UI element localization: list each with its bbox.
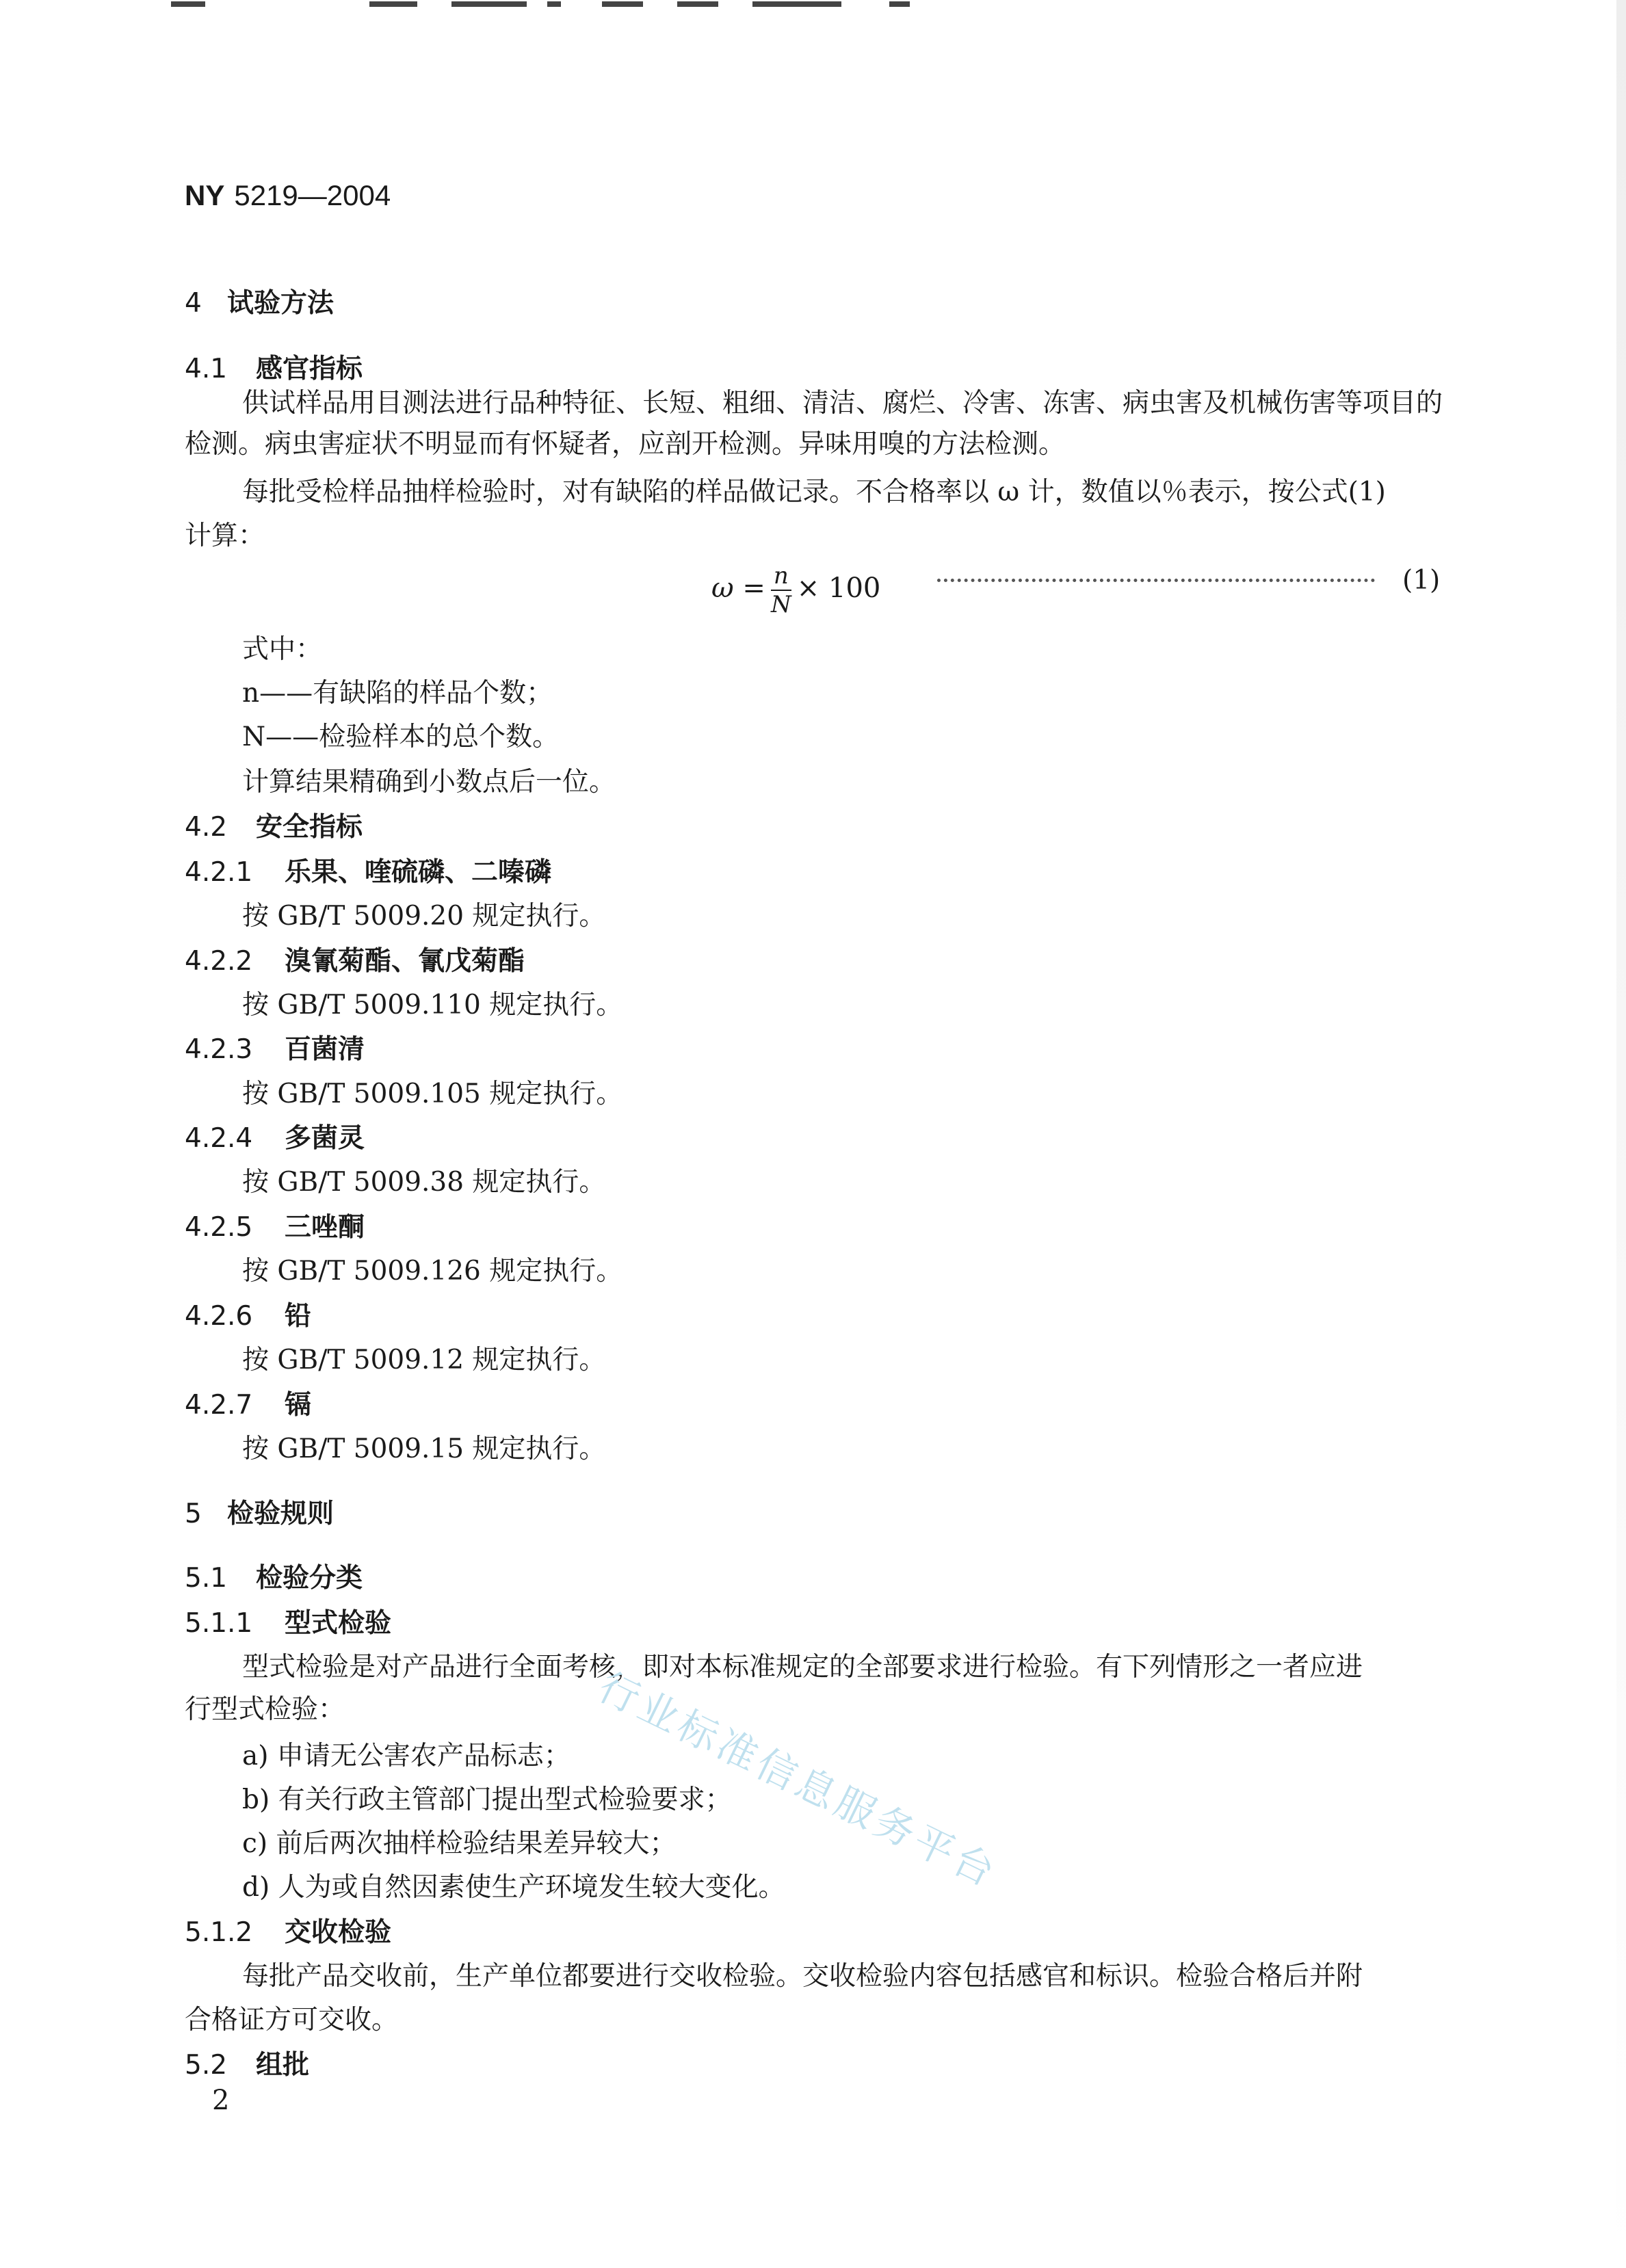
item-heading: 4.2.4 多菌灵 [185,1123,365,1154]
formula: ω = $\frac{n}{N}$ × 100 [711,562,881,618]
item-heading: 4.2.2 溴氰菊酯、氰戊菊酯 [185,946,525,977]
list-item: d) 人为或自然因素使生产环境发生较大变化。 [242,1872,785,1903]
item-text: 按 GB/T 5009.20 规定执行。 [242,901,606,932]
scan-marks [164,0,917,10]
page-number: 2 [212,2085,230,2116]
list-item: b) 有关行政主管部门提出型式检验要求； [242,1784,732,1815]
list-item: c) 前后两次抽样检验结果差异较大； [242,1828,677,1859]
section-5-1-heading: 5.1 检验分类 [185,1563,363,1594]
paragraph: 每批受检样品抽样检验时，对有缺陷的样品做记录。不合格率以 ω 计，数值以％表示，按公式(1) [242,477,1386,507]
paragraph: 行型式检验： [185,1694,345,1725]
paragraph: 型式检验是对产品进行全面考核，即对本标准规定的全部要求进行检验。有下列情形之一者应进 [242,1652,1363,1683]
paragraph: 每批产品交收前，生产单位都要进行交收检验。交收检验内容包括感官和标识。检验合格后并附 [242,1961,1363,1992]
paragraph: 检测。病虫害症状不明显而有怀疑者，应剖开检测。异味用嗅的方法检测。 [185,429,1066,460]
item-text: 按 GB/T 5009.15 规定执行。 [242,1434,606,1464]
where-N: N——检验样本的总个数。 [242,722,560,752]
page-edge [1616,0,1626,2268]
section-4-2-heading: 4.2 安全指标 [185,812,363,843]
document-code [185,179,391,212]
item-text: 按 GB/T 5009.105 规定执行。 [242,1079,623,1109]
list-item: a) 申请无公害农产品标志； [242,1741,571,1771]
item-text: 按 GB/T 5009.12 规定执行。 [242,1345,606,1375]
paragraph: 计算： [185,520,265,551]
item-heading: 4.2.5 三唑酮 [185,1212,365,1243]
section-5-1-2-heading: 5.1.2 交收检验 [185,1917,392,1948]
code-prefix: NY [185,179,225,211]
where-n: n——有缺陷的样品个数； [242,678,553,709]
code-number: 5219—2004 [234,179,391,211]
formula-leader [937,579,1375,582]
paragraph: 供试样品用目测法进行品种特征、长短、粗细、清洁、腐烂、冷害、冻害、病虫害及机械伤害等项目的 [242,388,1443,419]
item-heading: 4.2.3 百菌清 [185,1034,365,1065]
watermark: 行业标准信息服务平台 [591,1663,1006,1897]
section-5-1-1-heading: 5.1.1 型式检验 [185,1608,392,1639]
item-text: 按 GB/T 5009.110 规定执行。 [242,990,623,1020]
section-4-1-heading: 4.1 感官指标 [185,354,363,384]
item-text: 按 GB/T 5009.38 规定执行。 [242,1167,606,1198]
section-5-2-heading: 5.2 组批 [185,2050,310,2081]
section-4-heading: 4 试验方法 [185,288,335,319]
section-5-heading: 5 检验规则 [185,1499,335,1529]
item-heading: 4.2.7 镉 [185,1390,312,1421]
precision-note: 计算结果精确到小数点后一位。 [242,767,616,797]
formula-number: (1) [1402,565,1441,596]
item-text: 按 GB/T 5009.126 规定执行。 [242,1256,623,1287]
paragraph: 合格证方可交收。 [185,2005,399,2035]
item-heading: 4.2.6 铅 [185,1301,312,1332]
item-heading: 4.2.1 乐果、喹硫磷、二嗪磷 [185,857,552,888]
where-label: 式中： [242,634,323,665]
